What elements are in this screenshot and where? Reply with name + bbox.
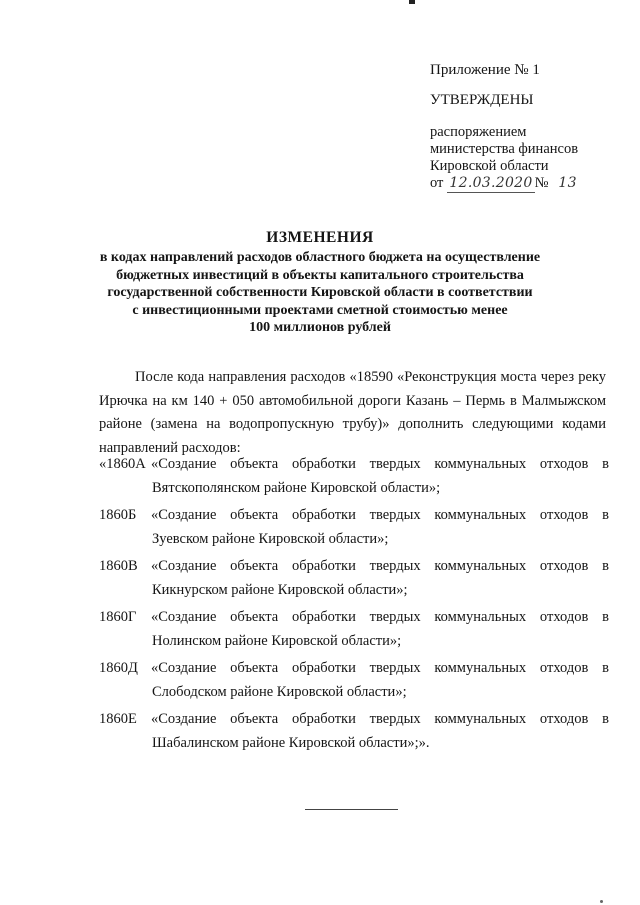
code-description-end: Кикнурском районе Кировской области»; (152, 582, 408, 598)
subtitle-line: государственной собственности Кировской области в соответствии (107, 285, 533, 300)
code-item-line1 (99, 507, 609, 524)
order-line-3: Кировской области (430, 158, 549, 174)
separator-line (305, 809, 398, 810)
code-description-start: «Создание объекта обработки твердых коммунальных отходов в (151, 609, 609, 625)
code-item-line1 (99, 711, 609, 728)
handwritten-date: 12.03.2020 (449, 175, 533, 191)
approved-label: УТВЕРЖДЕНЫ (430, 92, 534, 108)
document-title: ИЗМЕНЕНИЯ (266, 229, 374, 246)
expense-code: 1860Е (99, 711, 137, 727)
code-item-line1 (99, 660, 609, 677)
expense-code: 1860Б (99, 507, 137, 523)
code-item (99, 456, 609, 507)
intro-paragraph: После кода направления расходов «18590 «Реконструкция моста через реку Ирючка на км 140 + 050 автомобильной дороги Казань – Пермь в Малмыжском районе (замена на водопропускную трубу)» дополнить следующими кодами направлений расходов: (99, 369, 606, 456)
number-sign: № (534, 175, 549, 191)
date-prefix: от (430, 175, 444, 191)
handwritten-number: 13 (558, 175, 577, 191)
code-list (99, 456, 609, 762)
code-description-end: Слободском районе Кировской области»; (152, 684, 407, 700)
order-line-2: министерства финансов (430, 141, 579, 157)
subtitle-line: с инвестиционными проектами сметной стоимостью менее (132, 302, 508, 318)
document-subtitle (90, 249, 550, 337)
code-description-end: Зуевском районе Кировской области»; (152, 531, 389, 547)
code-description-start: «Создание объекта обработки твердых коммунальных отходов в (151, 558, 609, 574)
subtitle-line: 100 миллионов рублей (249, 320, 391, 335)
code-description-start: «Создание объекта обработки твердых коммунальных отходов в (151, 711, 609, 727)
expense-code: 1860В (99, 558, 138, 574)
code-item-line1 (99, 609, 609, 626)
expense-code: 1860Г (99, 609, 137, 625)
code-description-end: Нолинском районе Кировской области»; (152, 633, 402, 649)
subtitle-line: бюджетных инвестиций в объекты капитального строительства (116, 267, 524, 283)
code-item-line1 (99, 456, 609, 473)
code-item (99, 609, 609, 660)
order-line-1: распоряжением (430, 124, 527, 140)
expense-code: 1860Д (99, 660, 138, 676)
code-item (99, 558, 609, 609)
code-item (99, 660, 609, 711)
appendix-label: Приложение № 1 (430, 62, 540, 78)
code-item-line1 (99, 558, 609, 575)
code-item (99, 507, 609, 558)
code-item (99, 711, 609, 762)
order-date-row (430, 175, 578, 193)
order-reference (430, 124, 578, 193)
code-description-start: «Создание объекта обработки твердых коммунальных отходов в (151, 456, 609, 472)
expense-code: «1860А (99, 456, 146, 472)
scan-artifact-dot (600, 900, 603, 903)
code-description-start: «Создание объекта обработки твердых коммунальных отходов в (151, 660, 609, 676)
code-description-end: Вятскополянском районе Кировской области»; (152, 480, 441, 496)
scan-artifact-top (195, 0, 415, 5)
code-description-start: «Создание объекта обработки твердых коммунальных отходов в (151, 507, 609, 523)
code-description-end: Шабалинском районе Кировской области»;». (152, 735, 430, 751)
subtitle-line: в кодах направлений расходов областного бюджета на осуществление (99, 250, 541, 265)
